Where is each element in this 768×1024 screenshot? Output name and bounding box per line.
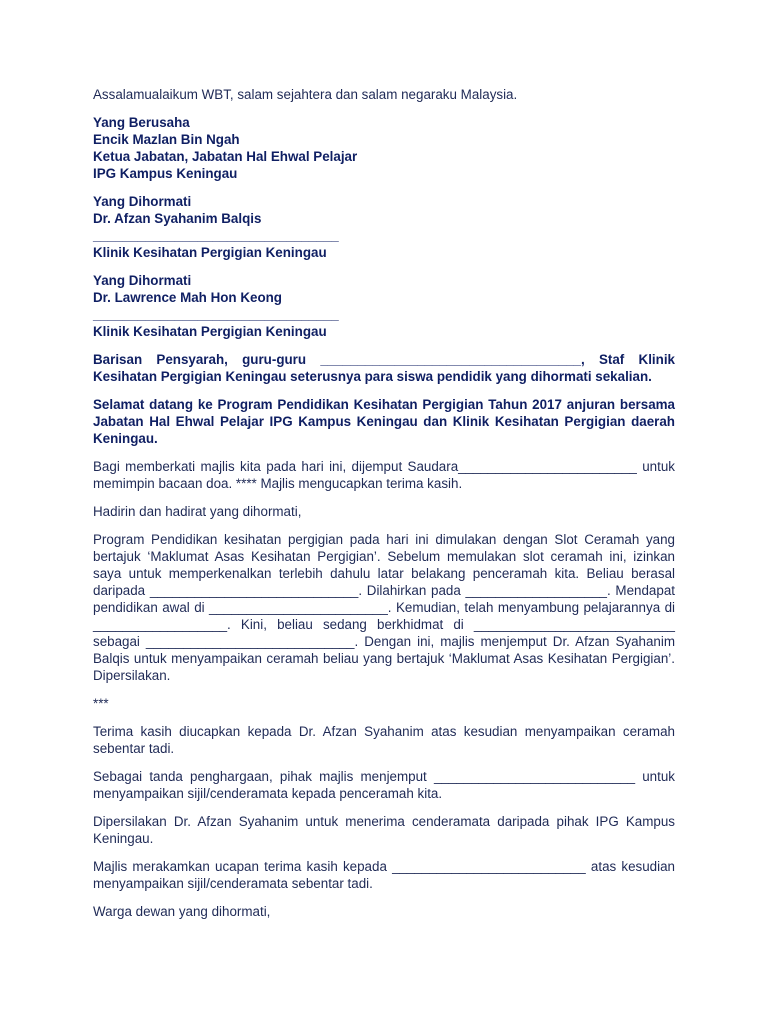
addressee3-blank: _________________________________ — [93, 307, 339, 322]
addressee3-title: Yang Dihormati — [93, 273, 192, 288]
addressee1-name: Encik Mazlan Bin Ngah — [93, 132, 240, 147]
addressee-block-2 — [93, 193, 675, 261]
addressee1-title: Yang Berusaha — [93, 115, 190, 130]
addressee2-title: Yang Dihormati — [93, 194, 192, 209]
addressee2-name: Dr. Afzan Syahanim Balqis — [93, 211, 262, 226]
addressee3-name: Dr. Lawrence Mah Hon Keong — [93, 290, 282, 305]
paragraph-selamat-datang: Selamat datang ke Program Pendidikan Kesihatan Pergigian Tahun 2017 anjuran bersama Jabatan Hal Ehwal Pelajar IPG Kampus Keningau dan Klinik Kesihatan Pergigian daerah Keningau. — [93, 397, 675, 446]
addressee2-blank: _________________________________ — [93, 228, 339, 243]
paragraph-merakamkan: Majlis merakamkan ucapan terima kasih kepada __________________________ atas kesudian menyampaikan sijil/cenderamata sebentar tadi. — [93, 859, 675, 891]
paragraph-doa: Bagi memberkati majlis kita pada hari ini, dijemput Saudara________________________ untuk memimpin bacaan doa. **** Majlis mengucapkan terima kasih. — [93, 459, 675, 491]
paragraph-tanda-penghargaan: Sebagai tanda penghargaan, pihak majlis menjemput ___________________________ untuk menyampaikan sijil/cenderamata kepada penceramah kita. — [93, 769, 675, 801]
paragraph-warga-dewan: Warga dewan yang dihormati, — [93, 904, 271, 919]
addressee1-institution: IPG Kampus Keningau — [93, 166, 238, 181]
paragraph-hadirin: Hadirin dan hadirat yang dihormati, — [93, 504, 302, 519]
paragraph-dipersilakan: Dipersilakan Dr. Afzan Syahanim untuk menerima cenderamata daripada pihak IPG Kampus Keningau. — [93, 814, 675, 846]
speech-document — [93, 86, 675, 920]
addressee1-position: Ketua Jabatan, Jabatan Hal Ehwal Pelajar — [93, 149, 358, 164]
paragraph-barisan: Barisan Pensyarah, guru-guru ___________________________________, Staf Klinik Kesihatan Pergigian Keningau seterusnya para siswa pendidik yang dihormati sekalian. — [93, 352, 675, 384]
paragraph-terima-kasih: Terima kasih diucapkan kepada Dr. Afzan Syahanim atas kesudian menyampaikan ceramah sebentar tadi. — [93, 724, 675, 756]
addressee-block-3 — [93, 272, 675, 340]
greeting: Assalamualaikum WBT, salam sejahtera dan salam negaraku Malaysia. — [93, 87, 518, 102]
addressee3-institution: Klinik Kesihatan Pergigian Keningau — [93, 324, 327, 339]
addressee2-institution: Klinik Kesihatan Pergigian Keningau — [93, 245, 327, 260]
addressee-block-1 — [93, 114, 675, 182]
paragraph-program: Program Pendidikan kesihatan pergigian pada hari ini dimulakan dengan Slot Ceramah yang bertajuk ‘Maklumat Asas Kesihatan Pergigian’. Sebelum memulakan slot ceramah ini, izinkan saya untuk memperkenalkan terlebih dahulu latar belakang penceramah kita. Beliau berasal daripada ____________________________. Dilahirkan pada ___________________. Mendapat pendidikan awal di ________________________. Kemudian, telah menyambung pelajarannya di __________________. Kini, beliau sedang berkhidmat di ___________________________ sebagai ____________________________. Dengan ini, majlis menjemput Dr. Afzan Syahanim Balqis untuk menyampaikan ceramah beliau yang bertajuk ‘Maklumat Asas Kesihatan Pergigian’. Dipersilakan. — [93, 532, 675, 683]
stars-separator: *** — [93, 696, 109, 711]
